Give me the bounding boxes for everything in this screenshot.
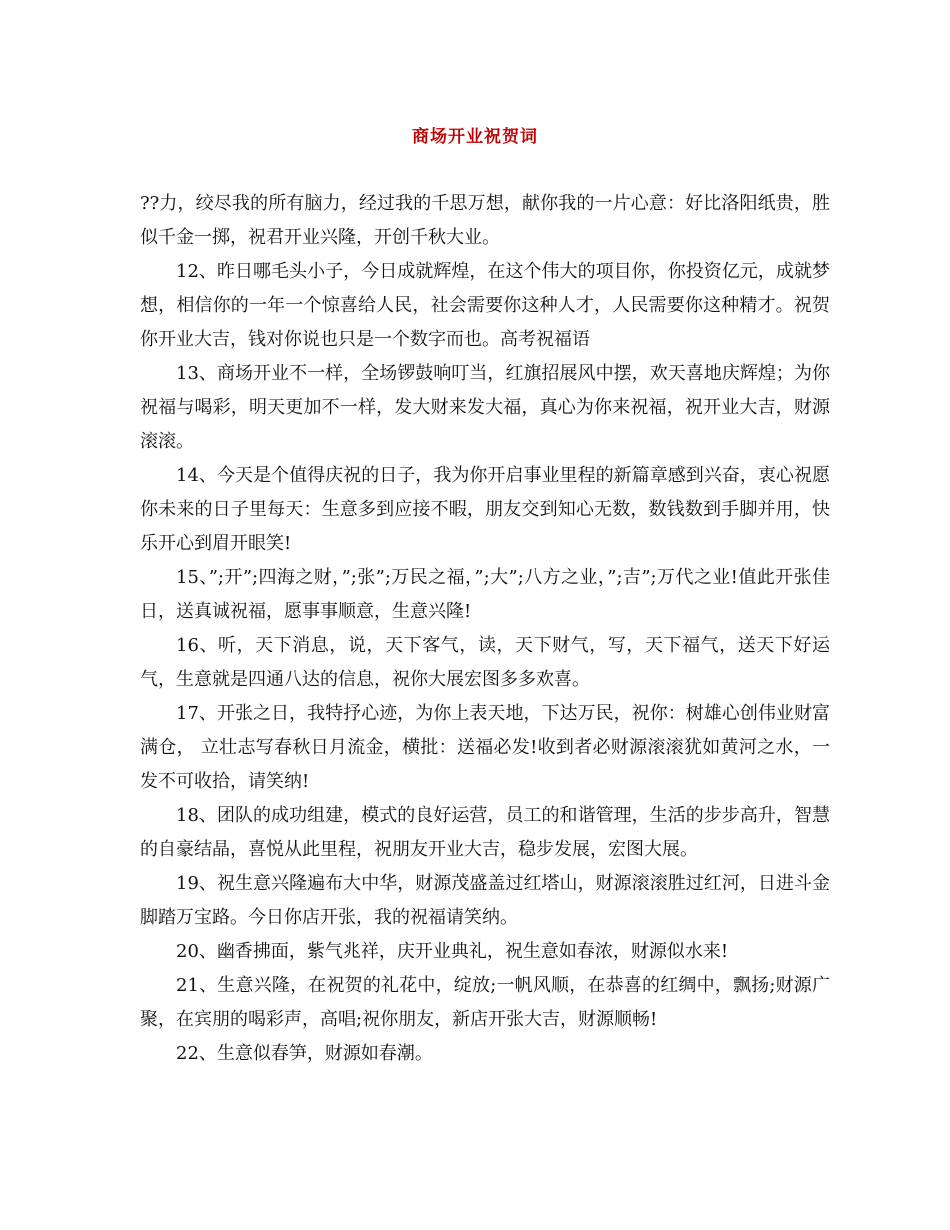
paragraph: 22、生意似春笋，财源如春潮。 bbox=[176, 1043, 433, 1064]
document-title: 商场开业祝贺词 bbox=[412, 127, 538, 147]
document-body bbox=[140, 187, 830, 1071]
paragraph: 20、幽香拂面，紫气兆祥，庆开业典礼，祝生意如春浓，财源似水来! bbox=[176, 941, 729, 962]
paragraph: 15、”;开”;四海之财，”;张”;万民之福，”;大”;八方之业，”;吉”;万代之业!值此开张佳日，送真诚祝福，愿事事顺意，生意兴隆! bbox=[140, 567, 830, 622]
paragraph: 21、生意兴隆，在祝贺的礼花中，绽放;一帆风顺，在恭喜的红绸中，飘扬;财源广聚，在宾朋的喝彩声，高唱;祝你朋友，新店开张大吉，财源顺畅! bbox=[140, 975, 830, 1030]
paragraph: 18、团队的成功组建，模式的良好运营，员工的和谐管理，生活的步步高升，智慧的自豪结晶，喜悦从此里程，祝朋友开业大吉，稳步发展，宏图大展。 bbox=[140, 805, 830, 860]
paragraph: 13、商场开业不一样，全场锣鼓响叮当，红旗招展风中摆，欢天喜地庆辉煌；为你祝福与喝彩，明天更加不一样，发大财来发大福，真心为你来祝福，祝开业大吉，财源滚滚。 bbox=[140, 363, 830, 452]
paragraph: ??力，绞尽我的所有脑力，经过我的千思万想，献你我的一片心意：好比洛阳纸贵，胜似千金一掷，祝君开业兴隆，开创千秋大业。 bbox=[140, 193, 830, 248]
paragraph: 14、今天是个值得庆祝的日子，我为你开启事业里程的新篇章感到兴奋，衷心祝愿你未来的日子里每天：生意多到应接不暇，朋友交到知心无数，数钱数到手脚并用，快乐开心到眉开眼笑! bbox=[140, 465, 830, 554]
paragraph: 12、昨日哪毛头小子，今日成就辉煌，在这个伟大的项目你，你投资亿元，成就梦想，相信你的一年一个惊喜给人民，社会需要你这种人才，人民需要你这种精才。祝贺你开业大吉，钱对你说也只是一个数字而也。高考祝福语 bbox=[140, 261, 830, 350]
paragraph: 16、听，天下消息，说，天下客气，读，天下财气，写，天下福气，送天下好运气，生意就是四通八达的信息，祝你大展宏图多多欢喜。 bbox=[140, 635, 830, 690]
paragraph: 17、开张之日，我特抒心迹，为你上表天地，下达万民，祝你：树雄心创伟业财富满仓， 立壮志写春秋日月流金，横批：送福必发!收到者必财源滚滚犹如黄河之水，一发不可收拾，请笑纳! bbox=[140, 703, 830, 792]
paragraph: 19、祝生意兴隆遍布大中华，财源茂盛盖过红塔山，财源滚滚胜过红河，日进斗金脚踏万宝路。今日你店开张，我的祝福请笑纳。 bbox=[140, 873, 830, 928]
